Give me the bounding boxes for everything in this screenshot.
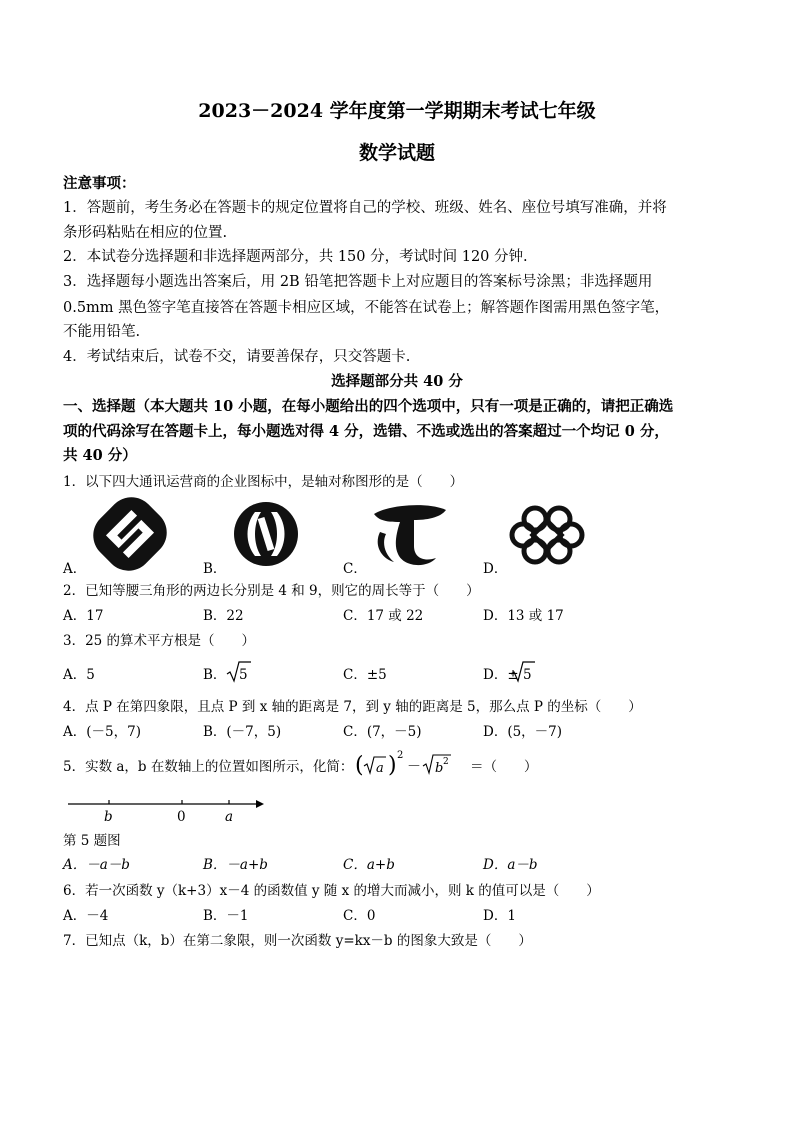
option-d: D．1 (483, 908, 516, 924)
radicand: 5 (239, 667, 248, 683)
china-mobile-logo (90, 496, 170, 572)
option-b: B．－a+b (203, 857, 268, 873)
option-a: A．(－5，7) (63, 724, 141, 740)
number-line-figure (66, 796, 266, 826)
option-d: D．(5，－7) (483, 724, 563, 740)
question-2-stem: 2．已知等腰三角形的两边长分别是 4 和 9，则它的周长等于（ ） (63, 583, 480, 599)
option-c: C．0 (343, 908, 376, 924)
notice-line: 2．本试卷分选择题和非选择题两部分，共 150 分，考试时间 120 分钟. (63, 249, 528, 265)
option-d: D． (483, 561, 508, 577)
option-c: C．±5 (343, 667, 387, 683)
svg-text:(: ( (355, 753, 364, 778)
china-telecom-logo (370, 500, 450, 568)
china-unicom-logo (508, 502, 586, 568)
option-d: D．13 或 17 (483, 608, 564, 624)
option-b: B． (203, 561, 227, 577)
figure-caption: 第 5 题图 (63, 833, 121, 849)
option-b: B．－1 (203, 908, 249, 924)
question-4-stem: 4．点 P 在第四象限，且点 P 到 x 轴的距离是 7，到 y 轴的距离是 5，那么点 P 的坐标（ ） (63, 699, 642, 715)
section-heading: 选择题部分共 40 分 (331, 373, 463, 390)
svg-text:2: 2 (397, 750, 404, 761)
option-a: A．17 (63, 608, 104, 624)
section-instructions: 项的代码涂写在答题卡上，每小题选对得 4 分，选错、不选或选出的答案超过一个均记 0 分， (63, 423, 669, 440)
expression-formula (355, 748, 467, 782)
option-b: B．22 (203, 608, 244, 624)
question-6-stem: 6．若一次函数 y（k+3）x－4 的函数值 y 随 x 的增大而减小，则 k 的值可以是（ ） (63, 883, 600, 899)
svg-text:a: a (376, 761, 384, 776)
notice-line: 条形码粘贴在相应的位置. (63, 225, 228, 241)
option-b: B． (203, 667, 227, 683)
svg-text:b: b (435, 761, 444, 776)
radicand: 5 (523, 667, 532, 683)
number-line-label-a: a (225, 809, 234, 825)
question-7-stem: 7．已知点（k，b）在第二象限，则一次函数 y=kx－b 的图象大致是（ ） (63, 933, 532, 949)
notice-line: 不能用铅笔. (63, 324, 141, 340)
option-b: B．(－7，5) (203, 724, 282, 740)
china-netcom-logo (231, 498, 301, 570)
notice-line: 0.5mm 黑色签字笔直接答在答题卡相应区域，不能答在试卷上；解答题作图需用黑色签字笔， (63, 300, 670, 316)
notice-line: 3．选择题每小题选出答案后，用 2B 铅笔把答题卡上对应题目的答案标号涂黑；非选择题用 (63, 274, 653, 290)
question-3-stem: 3．25 的算术平方根是（ ） (63, 633, 256, 649)
option-c: C．(7，－5) (343, 724, 422, 740)
svg-text:－: － (407, 759, 421, 775)
option-c: C． (343, 561, 367, 577)
section-instructions: 一、选择题（本大题共 10 小题，在每小题给出的四个选项中，只有一项是正确的，请把正确选 (63, 398, 674, 415)
svg-text:): ) (388, 753, 397, 778)
exam-subtitle: 数学试题 (358, 142, 435, 164)
notice-heading: 注意事项： (63, 175, 136, 192)
option-a: A． (63, 561, 87, 577)
option-c: C．a+b (343, 857, 395, 873)
option-a: A．－4 (63, 908, 109, 924)
section-instructions: 共 40 分） (63, 447, 137, 464)
option-c: C．17 或 22 (343, 608, 424, 624)
option-a: A．5 (63, 667, 95, 683)
option-a: A．－a－b (63, 857, 130, 873)
question-5-stem: 5．实数 a，b 在数轴上的位置如图所示，化简： (63, 759, 354, 775)
svg-text:2: 2 (443, 757, 449, 767)
question-5-stem-tail: ＝（ ） (470, 759, 538, 775)
question-1-stem: 1．以下四大通讯运营商的企业图标中，是轴对称图形的是（ ） (63, 474, 464, 490)
number-line-label-zero: 0 (177, 809, 186, 825)
number-line-label-b: b (104, 809, 113, 825)
option-d: D．a－b (483, 857, 538, 873)
notice-line: 4．考试结束后，试卷不交，请要善保存，只交答题卡. (63, 349, 411, 365)
notice-line: 1．答题前，考生务必在答题卡的规定位置将自己的学校、班级、姓名、座位号填写准确，并将 (63, 200, 667, 216)
exam-title: 2023－2024 学年度第一学期期末考试七年级 (198, 100, 596, 122)
option-d: D．± (483, 667, 519, 683)
